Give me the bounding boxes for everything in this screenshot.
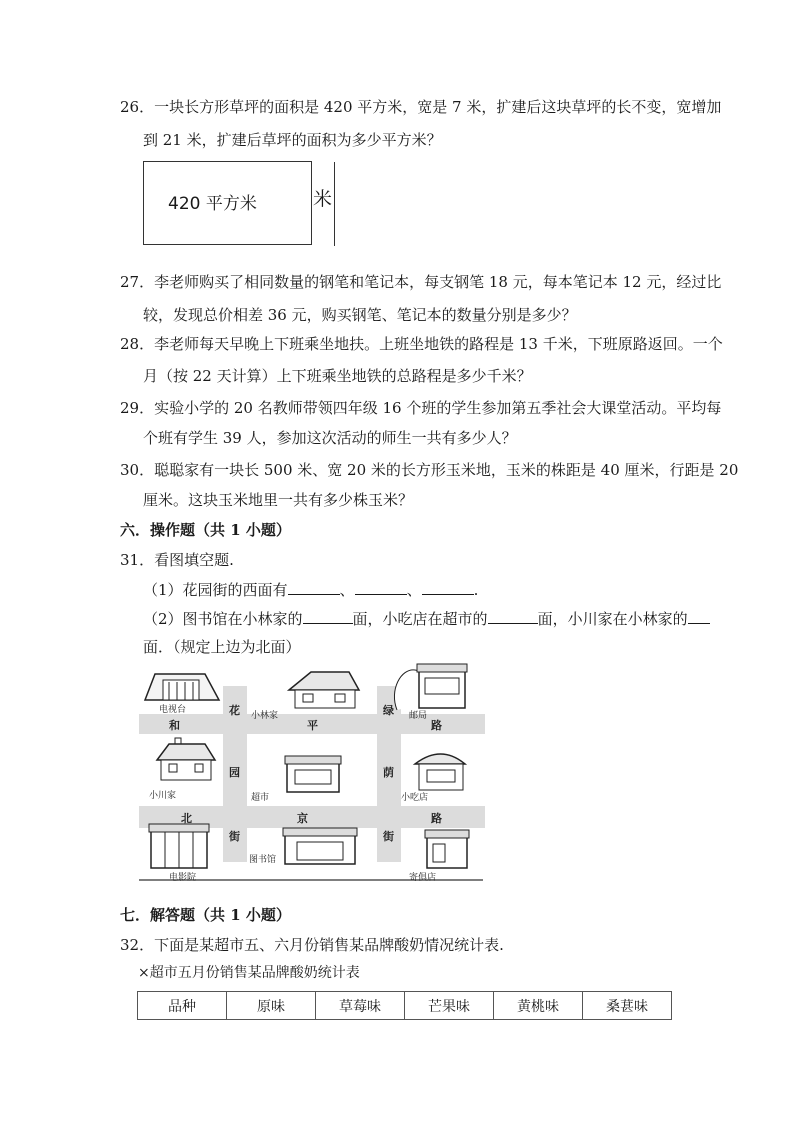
q31-p1-start: （1）花园街的西面有 bbox=[143, 581, 288, 599]
q31-p1-sep1: 、 bbox=[339, 581, 355, 599]
q32-stem: 32．下面是某超市五、六月份销售某品牌酸奶情况统计表. bbox=[120, 936, 504, 954]
q31-part-2 bbox=[143, 609, 710, 629]
huayuan-street-char-2: 园 bbox=[229, 766, 240, 779]
q31-p2-mid1: 面，小吃店在超市的 bbox=[352, 610, 488, 628]
table-header-cell: 芒果味 bbox=[405, 992, 494, 1020]
huayuan-street-char-3: 街 bbox=[229, 830, 240, 843]
section-6-title: 六．操作题（共 1 小题） bbox=[120, 521, 291, 539]
q28-line-2: 月（按 22 天计算）上下班乘坐地铁的总路程是多少千米？ bbox=[143, 367, 532, 385]
q31-p1-end: . bbox=[473, 581, 479, 599]
xiaochuan-home-label: 小川家 bbox=[149, 791, 177, 801]
q30-line-1: 30．聪聪家有一块长 500 米、宽 20 米的长方形玉米地，玉米的株距是 40 厘米，行距是 20 bbox=[120, 461, 739, 479]
tv-station-building bbox=[145, 674, 219, 700]
beijing-road-char-1: 北 bbox=[181, 812, 192, 825]
section-7-title: 七．解答题（共 1 小题） bbox=[120, 906, 291, 924]
answer-blank[interactable] bbox=[355, 580, 407, 595]
post-office-building bbox=[417, 664, 467, 708]
q30-line-2: 厘米。这块玉米地里一共有多少株玉米？ bbox=[143, 491, 414, 509]
q31-p1-sep2: 、 bbox=[406, 581, 422, 599]
q31-part-2-line-2: 面．（规定上边为北面） bbox=[143, 638, 301, 656]
beijing-road-char-3: 路 bbox=[431, 812, 442, 825]
q26-line-1: 26．一块长方形草坪的面积是 420 平方米，宽是 7 米，扩建后这块草坪的长不变，宽增加 bbox=[120, 98, 722, 116]
xiaolin-home-label: 小林家 bbox=[251, 711, 279, 721]
answer-blank[interactable] bbox=[303, 609, 353, 624]
answer-blank[interactable] bbox=[422, 580, 474, 595]
snack-shop-label: 小吃店 bbox=[401, 793, 429, 803]
lvyin-street-char-2: 荫 bbox=[383, 766, 394, 779]
snack-shop-building bbox=[415, 754, 465, 790]
q31-part-1 bbox=[143, 580, 478, 600]
xiaolin-home-building bbox=[289, 670, 429, 710]
xiaochuan-home-building bbox=[157, 738, 215, 780]
table-header-cell: 草莓味 bbox=[316, 992, 405, 1020]
library-building bbox=[283, 828, 357, 864]
cinema-building bbox=[149, 824, 209, 868]
q28-line-1: 28．李老师每天早晚上下班乘坐地扶。上班坐地铁的路程是 13 千米，下班原路返回。一个 bbox=[120, 335, 723, 353]
heping-road-char-2: 平 bbox=[307, 719, 318, 732]
street-map bbox=[139, 660, 485, 882]
answer-blank[interactable] bbox=[488, 609, 538, 624]
lvyin-street-char-3: 街 bbox=[383, 830, 394, 843]
supermarket-label: 超市 bbox=[251, 793, 270, 803]
cinema-label: 电影院 bbox=[169, 873, 197, 883]
table-header-cell: 原味 bbox=[227, 992, 316, 1020]
q31-p2-start: （2）图书馆在小林家的 bbox=[143, 610, 303, 628]
q29-line-1: 29．实验小学的 20 名教师带领四年级 16 个班的学生参加第五季社会大课堂活动。平均每 bbox=[120, 399, 722, 417]
q26-line-2: 到 21 米，扩建后草坪的面积为多少平方米？ bbox=[143, 131, 442, 149]
q27-line-1: 27．李老师购买了相同数量的钢笔和笔记本，每支钢笔 18 元，每本笔记本 12 元，经过比 bbox=[120, 273, 722, 291]
mailing-store-building bbox=[425, 830, 469, 868]
table-header-cell: 品种 bbox=[138, 992, 227, 1020]
beijing-road-char-2: 京 bbox=[297, 812, 308, 825]
table-caption: ×超市五月份销售某品牌酸奶统计表 bbox=[138, 965, 360, 981]
q31-stem: 31．看图填空题. bbox=[120, 551, 234, 569]
tv-station-label: 电视台 bbox=[159, 705, 187, 715]
yogurt-sales-table bbox=[137, 991, 672, 1020]
post-office-label: 邮局 bbox=[409, 711, 428, 721]
mailing-store-label: 寄俱店 bbox=[409, 873, 437, 883]
table-header-row bbox=[138, 992, 672, 1020]
q31-p2-mid2: 面，小川家在小林家的 bbox=[537, 610, 688, 628]
heping-road-char-3: 路 bbox=[431, 719, 442, 732]
q29-line-2: 个班有学生 39 人，参加这次活动的师生一共有多少人？ bbox=[143, 429, 517, 447]
extension-unit-label: 米 bbox=[313, 188, 333, 210]
lvyin-street-char-1: 绿 bbox=[383, 704, 394, 717]
answer-blank[interactable] bbox=[688, 609, 710, 624]
lawn-area-label: 420 平方米 bbox=[168, 194, 257, 214]
huayuan-street-char-1: 花 bbox=[229, 704, 240, 717]
answer-blank[interactable] bbox=[288, 580, 340, 595]
heping-road-char-1: 和 bbox=[169, 719, 180, 732]
q27-line-2: 较，发现总价相差 36 元，购买钢笔、笔记本的数量分别是多少？ bbox=[143, 306, 577, 324]
table-header-cell: 黄桃味 bbox=[494, 992, 583, 1020]
extension-side-line bbox=[334, 162, 335, 246]
table-header-cell: 桑葚味 bbox=[583, 992, 672, 1020]
street-map-drawing bbox=[139, 660, 485, 882]
library-label: 图书馆 bbox=[249, 855, 277, 865]
supermarket-building bbox=[285, 756, 341, 792]
